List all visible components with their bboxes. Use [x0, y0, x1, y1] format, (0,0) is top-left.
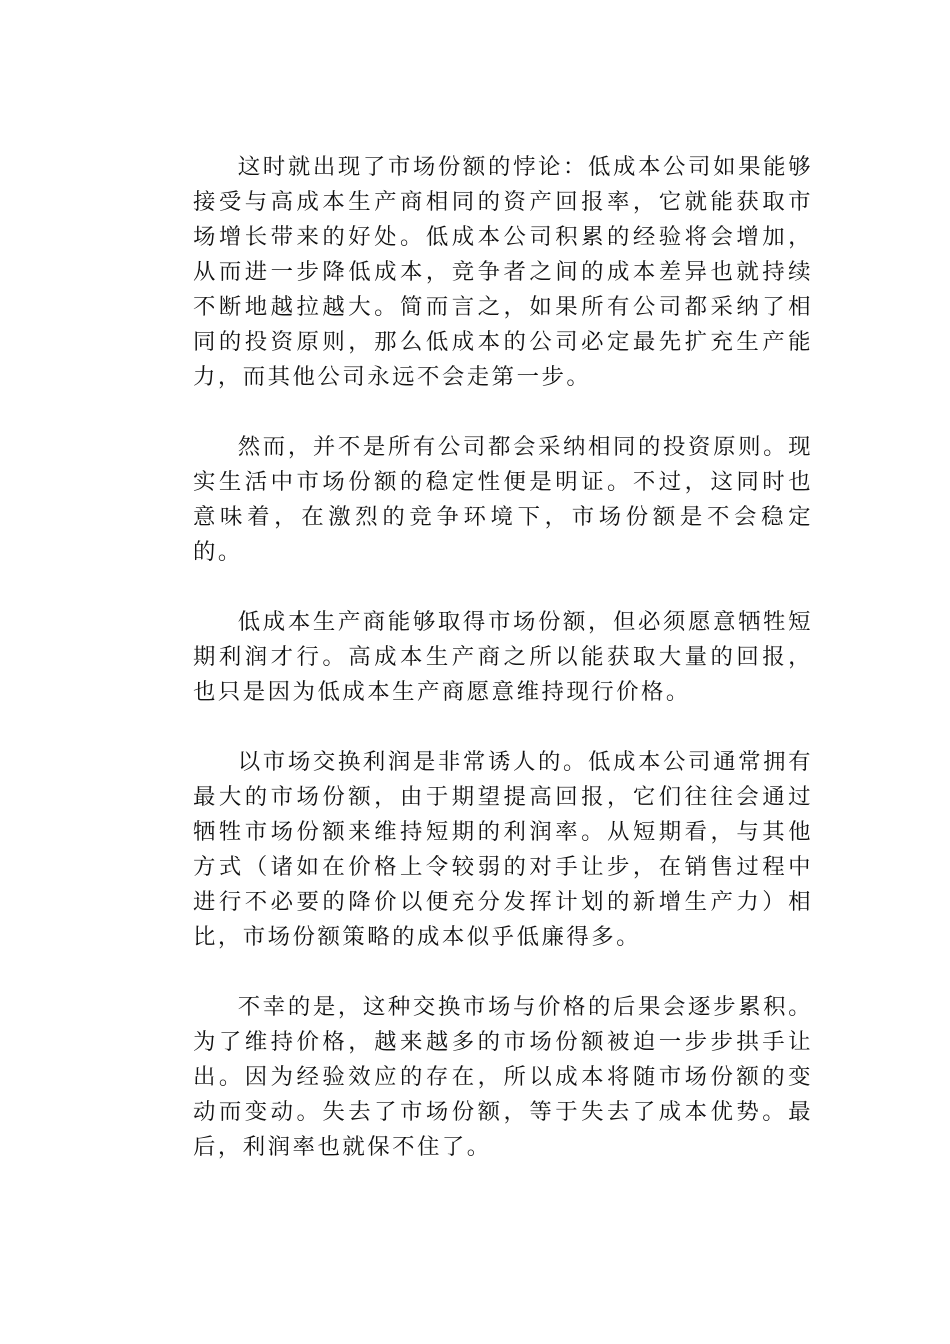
- body-text: [193, 150, 813, 1165]
- paragraph-5: 不幸的是，这种交换市场与价格的后果会逐步累积。为了维持价格，越来越多的市场份额被迫一步步拱手让出。因为经验效应的存在，所以成本将随市场份额的变动而变动。失去了市场份额，等于失去了成本优势。最后，利润率也就保不住了。: [193, 994, 813, 1160]
- paragraph-1: 这时就出现了市场份额的悖论：低成本公司如果能够接受与高成本生产商相同的资产回报率，它就能获取市场增长带来的好处。低成本公司积累的经验将会增加，从而进一步降低成本，竞争者之间的成本差异也就持续不断地越拉越大。简而言之，如果所有公司都采纳了相同的投资原则，那么低成本的公司必定最先扩充生产能力，而其他公司永远不会走第一步。: [193, 154, 813, 390]
- paragraph-4: 以市场交换利润是非常诱人的。低成本公司通常拥有最大的市场份额，由于期望提高回报，它们往往会通过牺牲市场份额来维持短期的利润率。从短期看，与其他方式（诸如在价格上令较弱的对手让步，在销售过程中进行不必要的降价以便充分发挥计划的新增生产力）相比，市场份额策略的成本似乎低廉得多。: [193, 749, 813, 950]
- paragraph-2: 然而，并不是所有公司都会采纳相同的投资原则。现实生活中市场份额的稳定性便是明证。不过，这同时也意味着，在激烈的竞争环境下，市场份额是不会稳定的。: [193, 434, 813, 565]
- paragraph-3: 低成本生产商能够取得市场份额，但必须愿意牺牲短期利润才行。高成本生产商之所以能获取大量的回报，也只是因为低成本生产商愿意维持现行价格。: [193, 609, 813, 705]
